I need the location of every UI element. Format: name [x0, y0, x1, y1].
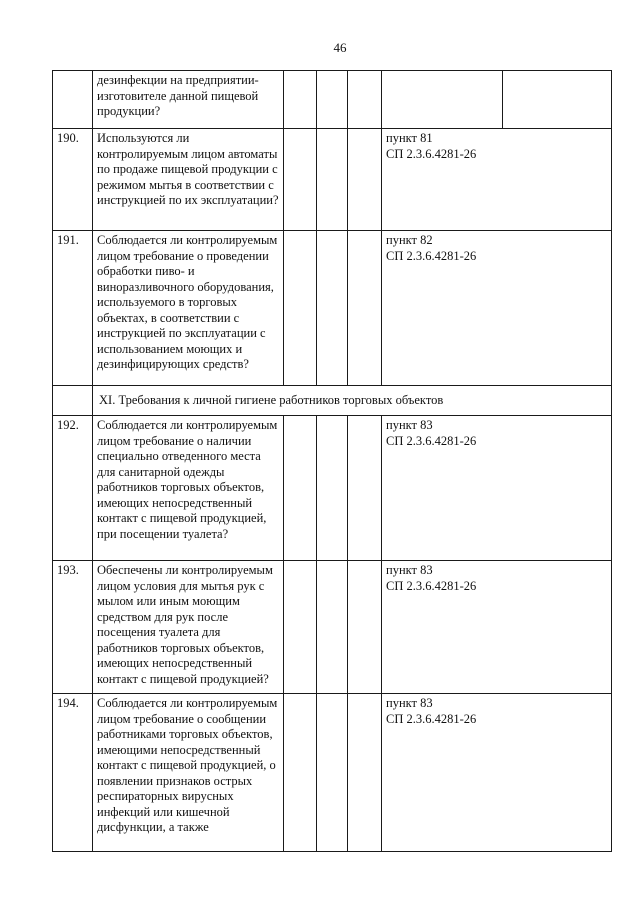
reference-cell [382, 561, 612, 694]
question-text: Используются ли контролируемым лицом автоматы по продаже пищевой продукции с режимом мытья в соответствии с инструкцией по их эксплуатации? [93, 129, 284, 231]
reference-clause: пункт 83 [386, 696, 433, 710]
table-row [53, 561, 612, 694]
page-number: 46 [333, 40, 347, 55]
answer-cell-no[interactable] [317, 416, 348, 561]
reference-clause: пункт 83 [386, 418, 433, 432]
table-row [53, 129, 612, 231]
reference-clause: пункт 82 [386, 233, 433, 247]
answer-cell-no[interactable] [317, 71, 348, 129]
reference-document: СП 2.3.6.4281-26 [386, 711, 477, 726]
answer-cell-no[interactable] [317, 231, 348, 386]
section-number-cell [53, 386, 93, 416]
answer-cell-yes[interactable] [284, 231, 317, 386]
table-row [53, 71, 612, 129]
reference-document: СП 2.3.6.4281-26 [386, 146, 477, 161]
item-number: 192. [53, 416, 93, 561]
reference-cell [382, 129, 612, 231]
checklist-table [52, 70, 612, 852]
answer-cell-yes[interactable] [284, 416, 317, 561]
note-cell[interactable] [503, 71, 612, 129]
item-number: 191. [53, 231, 93, 386]
item-number [53, 71, 93, 129]
table-row [53, 694, 612, 852]
question-text: Обеспечены ли контролируемым лицом условия для мытья рук с мылом или иным моющим средством для рук после посещения туалета для работников торговых объектов, имеющих непосредственный контакт с пищевой продукцией? [93, 561, 284, 694]
item-number: 190. [53, 129, 93, 231]
item-number: 193. [53, 561, 93, 694]
answer-cell-yes[interactable] [284, 694, 317, 852]
answer-cell-na[interactable] [348, 129, 382, 231]
question-text: Соблюдается ли контролируемым лицом требование о наличии специально отведенного места для санитарной одежды работников торговых объектов, имеющих непосредственный контакт с пищевой продукцией, при посещении туалета? [93, 416, 284, 561]
reference-document: СП 2.3.6.4281-26 [386, 248, 477, 263]
answer-cell-no[interactable] [317, 129, 348, 231]
reference-document: СП 2.3.6.4281-26 [386, 433, 477, 448]
answer-cell-na[interactable] [348, 416, 382, 561]
section-title: XI. Требования к личной гигиене работников торговых объектов [93, 386, 612, 416]
question-text: Соблюдается ли контролируемым лицом требование о проведении обработки пиво- и виноразливочного оборудования, используемого в торговых объектах, в соответствии с инструкцией по эксплуатации с использованием моющих и дезинфицирующих средств? [93, 231, 284, 386]
reference-clause: пункт 81 [386, 131, 433, 145]
answer-cell-na[interactable] [348, 561, 382, 694]
reference-clause: пункт 83 [386, 563, 433, 577]
table-row [53, 231, 612, 386]
answer-cell-na[interactable] [348, 231, 382, 386]
answer-cell-yes[interactable] [284, 129, 317, 231]
section-header-row [53, 386, 612, 416]
answer-cell-na[interactable] [348, 694, 382, 852]
reference-cell [382, 694, 612, 852]
reference-cell [382, 231, 612, 386]
answer-cell-no[interactable] [317, 561, 348, 694]
item-number: 194. [53, 694, 93, 852]
reference-document: СП 2.3.6.4281-26 [386, 578, 477, 593]
question-text: Соблюдается ли контролируемым лицом требование о сообщении работниками торговых объектов, имеющими непосредственный контакт с пищевой продукцией, о появлении признаков острых респираторных вирусных инфекций или кишечной дисфункции, а также [93, 694, 284, 852]
table-row [53, 416, 612, 561]
answer-cell-yes[interactable] [284, 561, 317, 694]
reference-cell [382, 71, 503, 129]
answer-cell-yes[interactable] [284, 71, 317, 129]
reference-cell [382, 416, 612, 561]
question-text: дезинфекции на предприятии-изготовителе данной пищевой продукции? [93, 71, 284, 129]
answer-cell-na[interactable] [348, 71, 382, 129]
answer-cell-no[interactable] [317, 694, 348, 852]
